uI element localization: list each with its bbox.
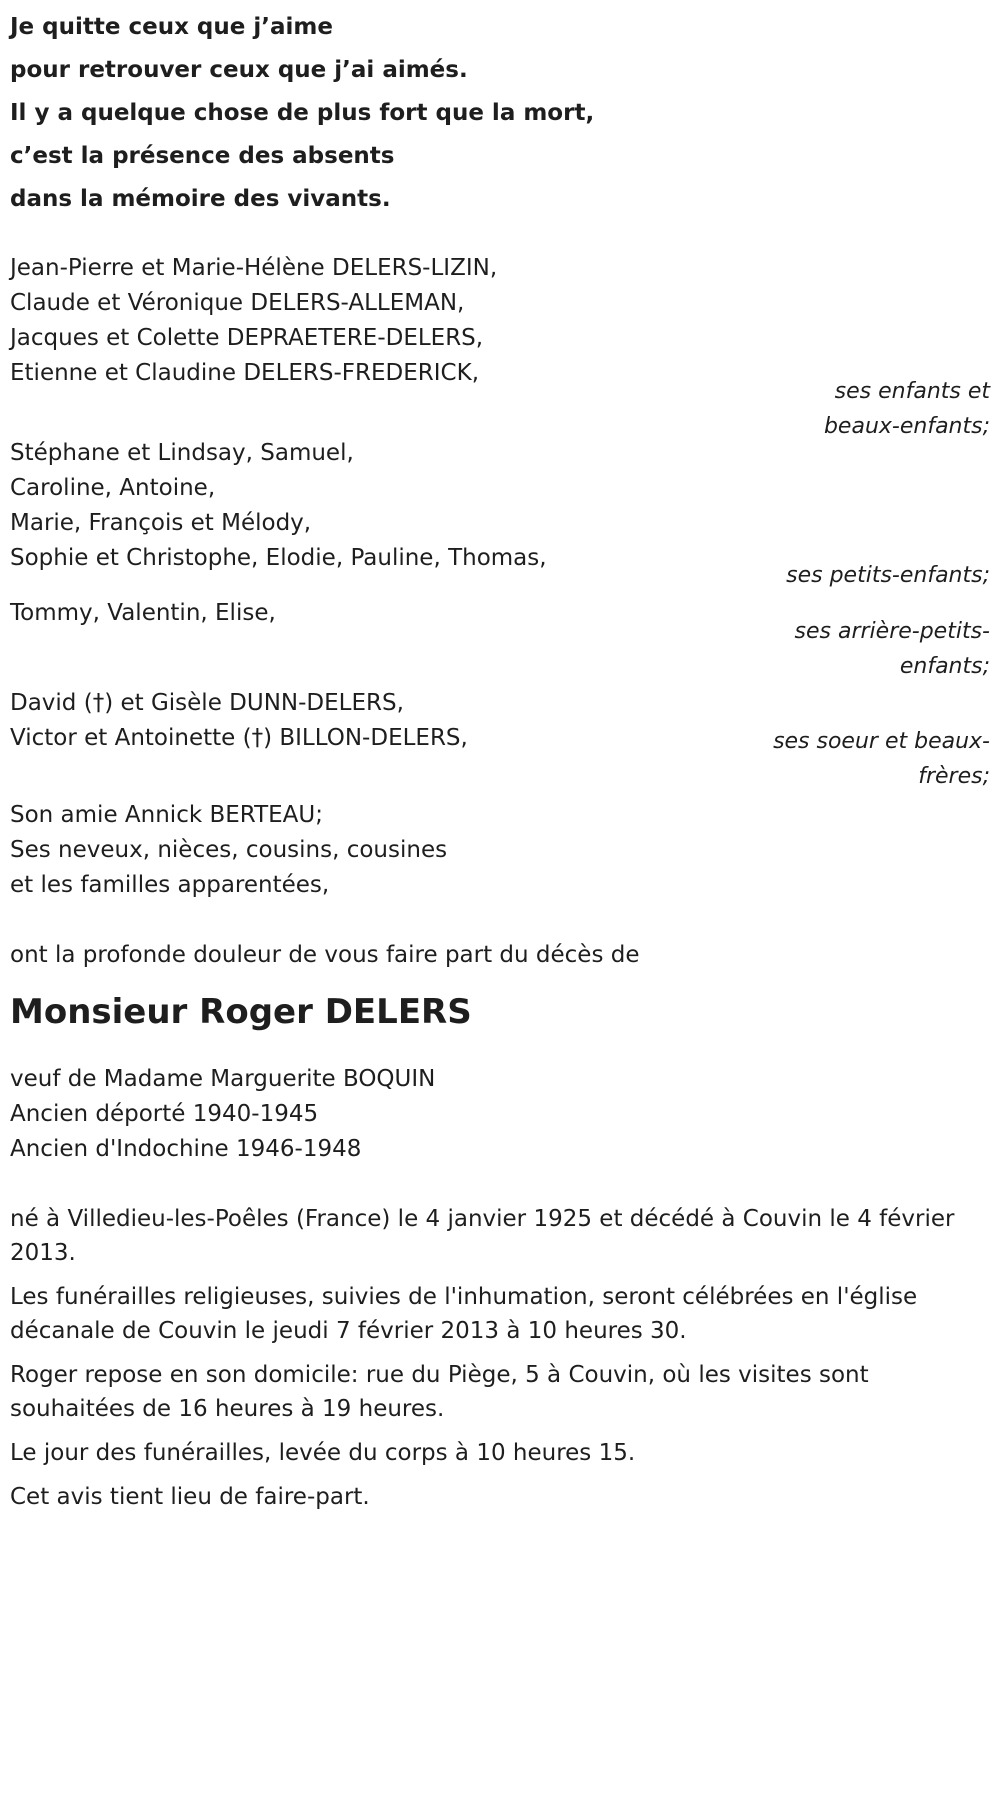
- role-line: enfants;: [899, 654, 990, 679]
- detail-line: Ancien déporté 1940-1945: [10, 1101, 319, 1127]
- siblings-role: [730, 724, 990, 794]
- poem-line: Il y a quelque chose de plus fort que la mort,: [10, 100, 595, 126]
- body-removal-paragraph: Le jour des funérailles, levée du corps à 10 heures 15.: [10, 1440, 636, 1466]
- children-block: [10, 251, 990, 439]
- family-name-line: David (†) et Gisèle DUNN-DELERS,: [10, 690, 404, 716]
- family-name-line: Etienne et Claudine DELERS-FREDERICK,: [10, 360, 480, 386]
- detail-line: Ancien d'Indochine 1946-1948: [10, 1136, 362, 1162]
- family-name-line: Stéphane et Lindsay, Samuel,: [10, 440, 354, 466]
- family-name-line: Claude et Véronique DELERS-ALLEMAN,: [10, 290, 465, 316]
- grandchildren-role: [730, 558, 990, 593]
- role-line: ses petits-enfants;: [786, 563, 990, 588]
- announcement-text: ont la profonde douleur de vous faire part du décès de: [10, 942, 640, 968]
- role-line: ses soeur et beaux-: [773, 729, 990, 754]
- poem-line: dans la mémoire des vivants.: [10, 186, 391, 212]
- visits-paragraph: Roger repose en son domicile: rue du Piège, 5 à Couvin, où les visites sont souhaitées de 16 heures à 19 heures.: [10, 1362, 869, 1422]
- obituary-notice: [10, 0, 990, 1514]
- great-grandchildren-block: [10, 596, 990, 686]
- birth-death-paragraph: né à Villedieu-les-Poêles (France) le 4 janvier 1925 et décédé à Couvin le 4 février 2013.: [10, 1206, 955, 1266]
- family-name-line: Marie, François et Mélody,: [10, 510, 312, 536]
- children-role: [730, 374, 990, 444]
- poem-line: c’est la présence des absents: [10, 143, 395, 169]
- notice-paragraph: Cet avis tient lieu de faire-part.: [10, 1484, 370, 1510]
- role-line: ses arrière-petits-: [794, 619, 990, 644]
- family-name-line: Jacques et Colette DEPRAETERE-DELERS,: [10, 325, 484, 351]
- role-line: beaux-enfants;: [823, 414, 990, 439]
- deceased-name: Monsieur Roger DELERS: [10, 992, 472, 1032]
- poem: [10, 0, 990, 221]
- deceased-details: [10, 1062, 990, 1202]
- family-name-line: Ses neveux, nièces, cousins, cousines: [10, 837, 448, 863]
- funeral-paragraph: Les funérailles religieuses, suivies de l'inhumation, seront célébrées en l'église décanale de Couvin le jeudi 7 février 2013 à 10 heures 30.: [10, 1284, 918, 1344]
- poem-line: pour retrouver ceux que j’ai aimés.: [10, 57, 468, 83]
- family-name-line: Tommy, Valentin, Elise,: [10, 600, 276, 626]
- family-name-line: Caroline, Antoine,: [10, 475, 216, 501]
- role-line: frères;: [918, 764, 990, 789]
- others-block: [10, 798, 990, 938]
- role-line: ses enfants et: [834, 379, 990, 404]
- siblings-block: [10, 686, 990, 798]
- family-name-line: Jean-Pierre et Marie-Hélène DELERS-LIZIN,: [10, 255, 498, 281]
- poem-line: Je quitte ceux que j’aime: [10, 14, 333, 40]
- family-name-line: Son amie Annick BERTEAU;: [10, 802, 323, 828]
- family-name-line: et les familles apparentées,: [10, 872, 330, 898]
- great-grandchildren-role: [730, 614, 990, 684]
- family-name-line: Sophie et Christophe, Elodie, Pauline, Thomas,: [10, 545, 547, 571]
- grandchildren-block: [10, 436, 990, 596]
- detail-line: veuf de Madame Marguerite BOQUIN: [10, 1066, 436, 1092]
- family-name-line: Victor et Antoinette (†) BILLON-DELERS,: [10, 725, 468, 751]
